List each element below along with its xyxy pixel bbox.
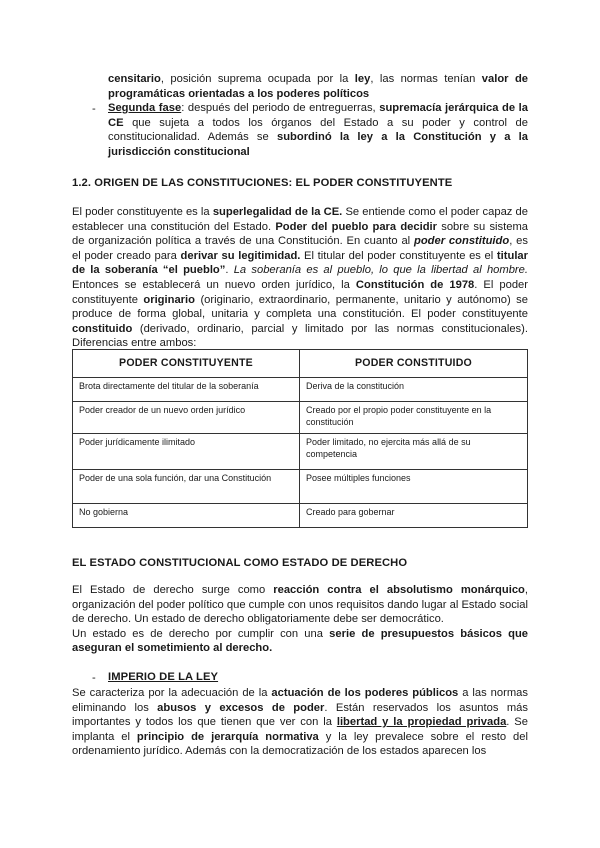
header-constituted: PODER CONSTITUIDO — [300, 350, 528, 378]
comparison-table — [72, 349, 528, 528]
table-row — [73, 378, 528, 402]
header-constituent: PODER CONSTITUYENTE — [73, 350, 300, 378]
table-cell: Creado por el propio poder constituyente en la constitución — [300, 402, 528, 434]
table-cell: No gobierna — [73, 504, 300, 528]
section-heading-rule-of-law: EL ESTADO CONSTITUCIONAL COMO ESTADO DE DERECHO — [72, 557, 408, 569]
second-phase-item: Segunda fase: después del periodo de entreguerras, supremacía jerárquica de la CE que sujeta a todos los órganos del Estado a su poder y control de constitucionalidad. Además se subordinó la ley a la Constitución y a la jurisdicción constitucional — [108, 102, 529, 158]
constituent-power-paragraph: El poder constituyente es la superlegalidad de la CE. Se entiende como el poder capaz de establecer una constitución del Estado. Poder del pueblo para decidir sobre su sistema de organización política a través de una Constitución. En cuanto al poder constituido, es el poder creado para derivar su legitimidad. El titular del poder constituyente es el titular de la soberanía “el pueblo”. La soberanía es al pueblo, lo que la libertad al hombre. Entonces se establecerá un nuevo orden jurídico, la Constitución de 1978. El poder constituyente originario (originario, extraordinario, permanente, unitario y autónomo) se produce de forma global, unitaria y completa una constitución. El poder constituyente constituido (derivado, ordinario, parcial y limitado por las normas constitucionales). Diferencias entre ambos: — [72, 206, 529, 350]
table-cell: Poder creador de un nuevo orden jurídico — [73, 402, 300, 434]
bullet-dash: - — [92, 103, 96, 115]
table-row — [73, 470, 528, 504]
rule-of-law-paragraph: El Estado de derecho surge como reacción contra el absolutismo monárquico, organización del poder político que cumple con unos requisitos dando lugar al Estado social de derecho. Un estado de derecho obligatoriamente debe ser democrático. Un estado es de derecho por cumplir con una serie de presupuestos básicos que aseguran el sometimiento al derecho. — [72, 584, 529, 655]
table-cell: Deriva de la constitución — [300, 378, 528, 402]
empire-of-law-paragraph: Se caracteriza por la adecuación de la actuación de los poderes públicos a las normas eliminando los abusos y excesos de poder. Están reservados los asuntos más importantes y todos los que tienen que ver con la libertad y la propiedad privada. Se implanta el principio de jerarquía normativa y la ley prevalece sobre el resto del ordenamiento jurídico. Además con la democratización de los estados aparecen los — [72, 687, 528, 758]
bullet-dash: - — [92, 672, 96, 684]
table-cell: Poder jurídicamente ilimitado — [73, 434, 300, 470]
section-heading-origin: 1.2. ORIGEN DE LAS CONSTITUCIONES: EL PODER CONSTITUYENTE — [72, 177, 453, 189]
table-row — [73, 402, 528, 434]
table-cell: Posee múltiples funciones — [300, 470, 528, 504]
section-heading-empire-of-law: IMPERIO DE LA LEY — [108, 671, 219, 683]
table-header-row — [73, 350, 528, 378]
table-cell: Poder de una sola función, dar una Constitución — [73, 470, 300, 504]
table-row — [73, 434, 528, 470]
table-cell: Poder limitado, no ejercita más allá de su competencia — [300, 434, 528, 470]
table-cell: Brota directamente del titular de la soberanía — [73, 378, 300, 402]
first-phase-continuation: censitario, posición suprema ocupada por la ley, las normas tenían valor de programáticas orientadas a los poderes políticos — [108, 73, 528, 100]
table-cell: Creado para gobernar — [300, 504, 528, 528]
table-row — [73, 504, 528, 528]
